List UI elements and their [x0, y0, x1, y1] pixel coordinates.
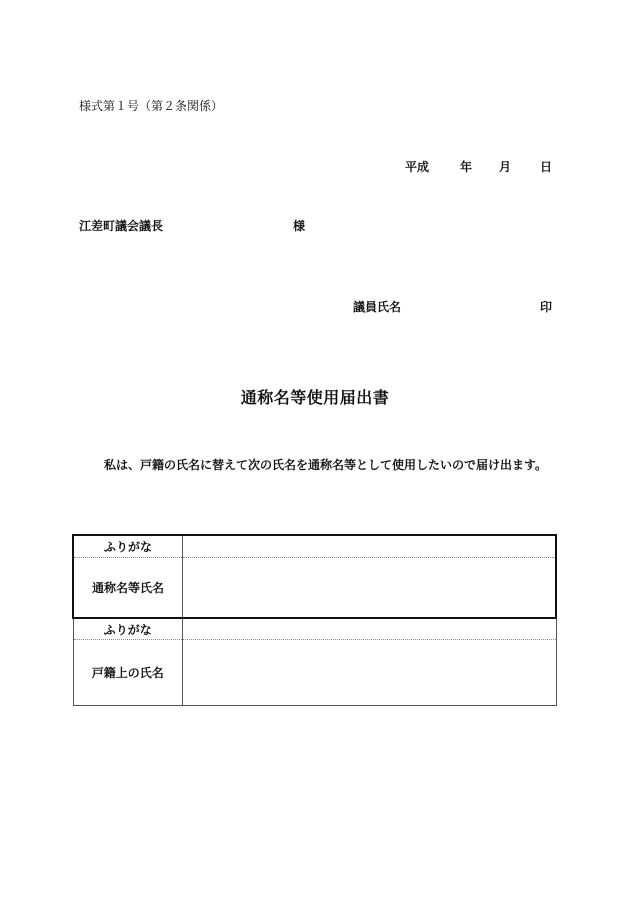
- date-day-label: 日: [540, 160, 553, 174]
- seal-mark: 印: [540, 300, 553, 314]
- body-text: 私は、戸籍の氏名に替えて次の氏名を通称名等として使用したいので届け出ます。: [104, 458, 548, 472]
- form-number: 様式第１号（第２条関係）: [79, 99, 224, 113]
- table-row: [73, 640, 556, 706]
- table-row: [73, 618, 556, 640]
- member-name-label: 議員氏名: [353, 300, 402, 314]
- date-year-label: 年: [460, 160, 473, 174]
- date-era: 平成: [405, 160, 430, 174]
- alias-name-field[interactable]: [183, 558, 557, 619]
- name-table: [72, 534, 557, 706]
- addressee-name: 江差町議会議長: [79, 219, 164, 233]
- registered-name-label: 戸籍上の氏名: [73, 640, 183, 706]
- furigana-label: ふりがな: [73, 535, 183, 558]
- registered-furigana-field[interactable]: [183, 618, 557, 640]
- date-month-label: 月: [499, 160, 512, 174]
- table-row: [73, 535, 556, 558]
- alias-furigana-field[interactable]: [183, 535, 557, 558]
- alias-name-label: 通称名等氏名: [73, 558, 183, 619]
- document-title: 通称名等使用届出書: [240, 388, 390, 407]
- addressee-honorific: 様: [293, 219, 306, 233]
- table-row: [73, 558, 556, 619]
- furigana-label: ふりがな: [73, 618, 183, 640]
- registered-name-field[interactable]: [183, 640, 557, 706]
